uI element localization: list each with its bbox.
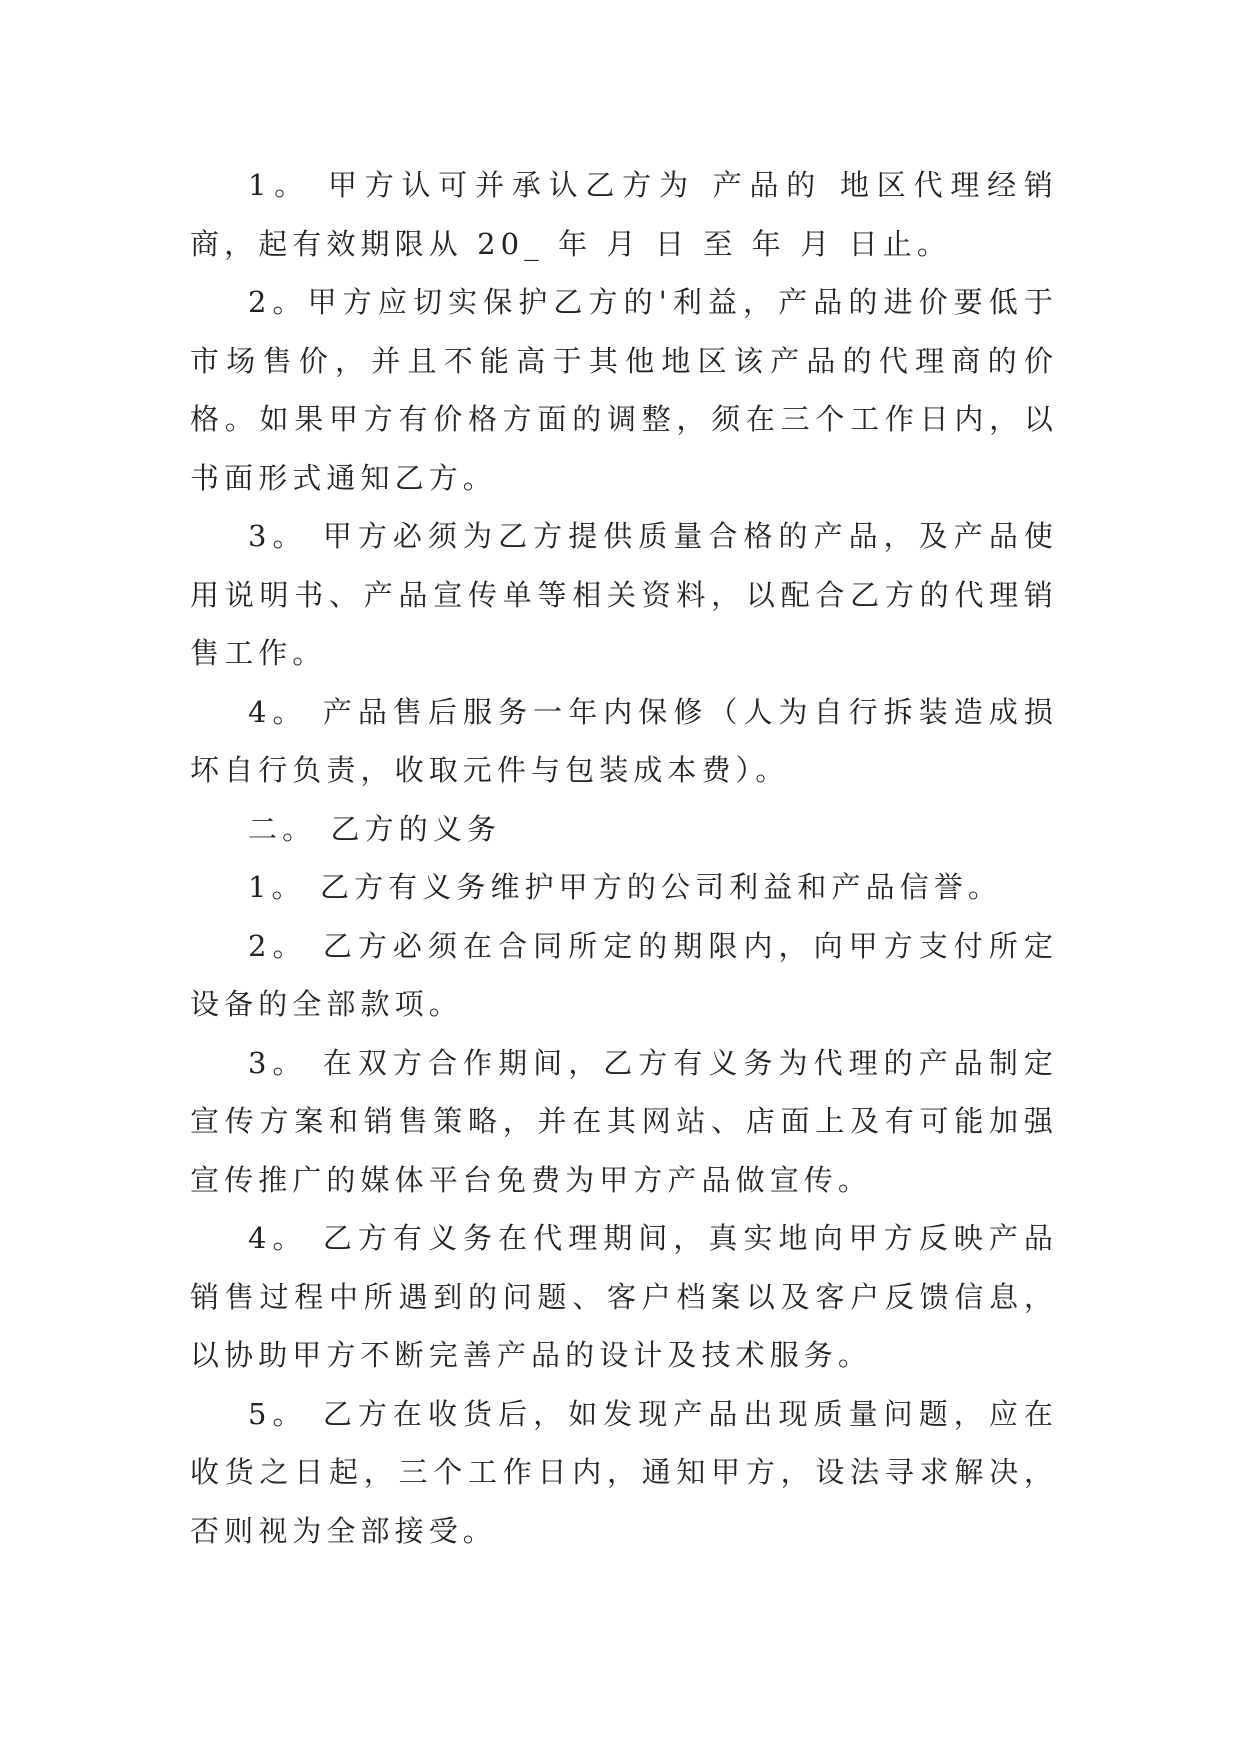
paragraph-b1: 1。 乙方有义务维护甲方的公司利益和产品信誉。 xyxy=(248,870,1002,904)
paragraph-b5: 5。 乙方在收货后，如发现产品出现质量问题，应在收货之日起，三个工作日内，通知甲方，设法寻求解决，否则视为全部接受。 xyxy=(190,1396,1058,1548)
paragraph-a1: 1。 甲方认可并承认乙方为 产品的 地区代理经销商，起有效期限从 20_ 年 月 日 至 年 月 日止。 xyxy=(190,168,1058,261)
paragraph-b2: 2。 乙方必须在合同所定的期限内，向甲方支付所定设备的全部款项。 xyxy=(190,928,1058,1021)
paragraph-b4: 4。 乙方有义务在代理期间，真实地向甲方反映产品销售过程中所遇到的问题、客户档案以及客户反馈信息，以协助甲方不断完善产品的设计及技术服务。 xyxy=(190,1221,1058,1372)
paragraph-b3: 3。 在双方合作期间，乙方有义务为代理的产品制定宣传方案和销售策略，并在其网站、店面上及有可能加强宣传推广的媒体平台免费为甲方产品做宣传。 xyxy=(190,1045,1058,1197)
paragraph-a3: 3。 甲方必须为乙方提供质量合格的产品，及产品使用说明书、产品宣传单等相关资料，以配合乙方的代理销售工作。 xyxy=(190,519,1058,670)
document-body xyxy=(190,156,1058,1560)
section-heading-party-b-obligations: 二。 乙方的义务 xyxy=(248,811,502,846)
paragraph-a2: 2。甲方应切实保护乙方的'利益，产品的进价要低于市场售价，并且不能高于其他地区该产品的代理商的价格。如果甲方有价格方面的调整，须在三个工作日内，以书面形式通知乙方。 xyxy=(190,285,1058,495)
paragraph-a4: 4。 产品售后服务一年内保修（人为自行拆装造成损坏自行负责，收取元件与包装成本费）。 xyxy=(190,694,1058,787)
